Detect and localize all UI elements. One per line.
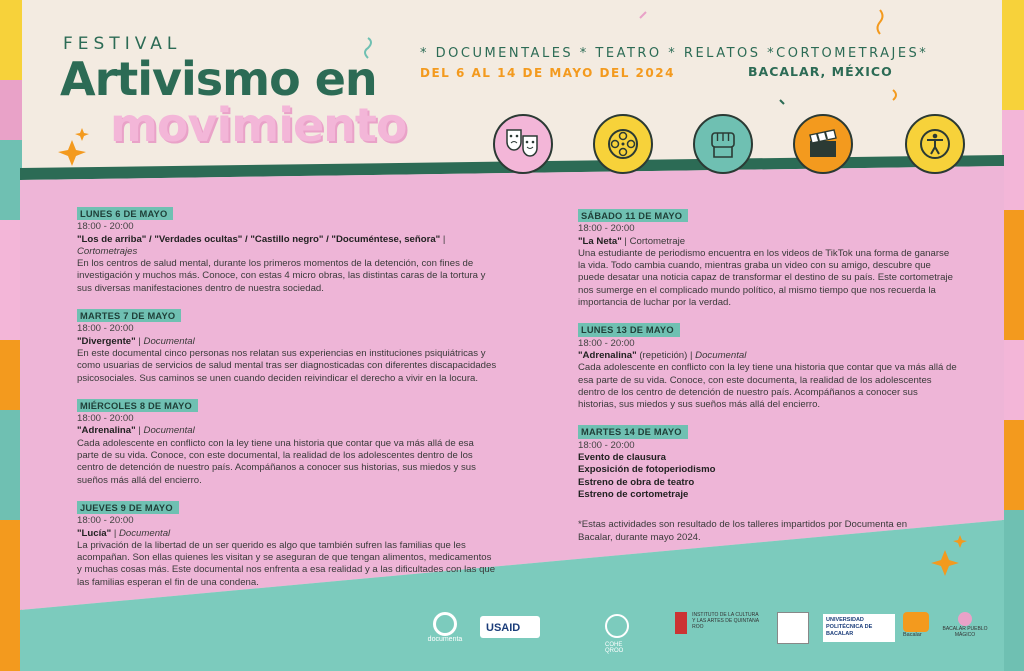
event-monday-13 bbox=[578, 323, 958, 411]
event-separator: | bbox=[111, 527, 119, 539]
film-reel-icon bbox=[593, 114, 653, 174]
clapperboard-icon bbox=[793, 114, 853, 174]
closing-item: Exposición de fotoperiodismo bbox=[578, 464, 716, 476]
bacalar-logo: Bacalar bbox=[903, 612, 933, 646]
event-category: Documental bbox=[118, 527, 171, 539]
cohe-logo: COHE QROO bbox=[605, 614, 645, 644]
event-saturday-11 bbox=[578, 209, 958, 309]
event-tuesday-7 bbox=[77, 309, 497, 385]
event-separator: | bbox=[440, 233, 446, 245]
event-title: "La Neta" bbox=[578, 235, 622, 247]
event-category: Documental bbox=[143, 425, 195, 437]
event-title: "Los de arriba" / "Verdades ocultas" / "Castillo negro" / "Documéntese, señora" bbox=[77, 233, 441, 245]
event-title: "Adrenalina" bbox=[578, 349, 637, 361]
theater-masks-icon bbox=[493, 114, 553, 174]
closing-item: Estreno de cortometraje bbox=[578, 488, 689, 500]
event-wednesday-8 bbox=[77, 399, 497, 487]
title-line-1: Artivismo en bbox=[60, 52, 377, 106]
festival-dates: DEL 6 AL 14 DE MAYO DEL 2024 bbox=[420, 66, 675, 80]
festival-label: FESTIVAL bbox=[63, 34, 182, 54]
event-time: 18:00 - 20:00 bbox=[578, 337, 635, 349]
day-tag: MARTES 14 DE MAYO bbox=[578, 425, 688, 438]
event-category: Cortometrajes bbox=[77, 245, 138, 257]
event-description: En este documental cinco personas nos relatan sus experiencias en instituciones psiquiátricas y como usuarias de servicios de salud mental tras ser diagnosticadas con diferentes discapacidades psicosociales. Sus caminos se unen cuando deciden reivindicar el derecho a vivir en la locura. bbox=[77, 347, 497, 384]
event-title: "Adrenalina" bbox=[77, 425, 136, 437]
title-line-2: movimiento bbox=[110, 98, 407, 152]
seal-logo bbox=[777, 612, 809, 644]
footnote: *Estas actividades son resultado de los talleres impartidos por Documenta en Bacalar, durante mayo 2024. bbox=[578, 519, 908, 543]
event-category: Cortometraje bbox=[629, 235, 686, 247]
closing-item: Estreno de obra de teatro bbox=[578, 476, 695, 488]
tagline: * DOCUMENTALES * TEATRO * RELATOS *CORTOMETRAJES* bbox=[420, 46, 929, 61]
event-description: Una estudiante de periodismo encuentra en los videos de TikTok una forma de ganarse la vida. Todo cambia cuando, mientras graba un video con su amigo, descubre que puede desatar una noticia capaz de transformar el destino de su país. Este cortometraje nos sumerge en el complicado mundo político, al mismo tiempo que nos recuerda la importancia de luchar por la verdad. bbox=[578, 247, 953, 309]
event-separator: | bbox=[135, 335, 144, 347]
event-time: 18:00 - 20:00 bbox=[77, 323, 134, 335]
sponsor-logos bbox=[425, 612, 995, 662]
day-tag: LUNES 6 DE MAYO bbox=[77, 207, 173, 220]
day-tag: SÁBADO 11 DE MAYO bbox=[578, 209, 688, 222]
usaid-logo: USAID bbox=[480, 616, 540, 638]
event-separator: | bbox=[621, 235, 630, 247]
event-time: 18:00 - 20:00 bbox=[77, 515, 134, 527]
day-tag: JUEVES 9 DE MAYO bbox=[77, 501, 179, 514]
day-tag: MIÉRCOLES 8 DE MAYO bbox=[77, 399, 198, 412]
day-tag: LUNES 13 DE MAYO bbox=[578, 323, 680, 336]
event-time: 18:00 - 20:00 bbox=[77, 413, 134, 425]
event-category: Documental bbox=[695, 349, 747, 361]
event-thursday-9 bbox=[77, 501, 497, 589]
closing-item: Evento de clausura bbox=[578, 452, 666, 464]
event-category: Documental bbox=[143, 335, 195, 347]
event-time: 18:00 - 20:00 bbox=[77, 221, 134, 233]
event-separator: | bbox=[135, 425, 144, 437]
universidad-logo: UNIVERSIDAD POLITÉCNICA DE BACALAR bbox=[823, 614, 895, 642]
festival-place: BACALAR, MÉXICO bbox=[748, 64, 893, 79]
instituto-logo: INSTITUTO DE LA CULTURA Y LAS ARTES DE QUINTANA ROO bbox=[675, 612, 765, 644]
event-description: La privación de la libertad de un ser querido es algo que también sufren las familias que les acompañan. Son ellas quienes les visitan y se aseguran de que tengan alimentos, medicamentos y muchas cosas más. Este documental nos enfrenta a esa realidad y a las dificultades con las que las familias esperan el fin de una condena. bbox=[77, 539, 496, 588]
event-time: 18:00 - 20:00 bbox=[578, 223, 635, 235]
documenta-logo: documenta bbox=[425, 612, 465, 643]
event-tuesday-14 bbox=[578, 425, 958, 501]
schedule-right bbox=[578, 209, 958, 544]
event-description: Cada adolescente en conflicto con la ley tiene una historia que contar que va más allá de esa parte de su vida. Conoce, con este documenta, la realidad de los adolescentes dentro de los centro de detención de nuestro país. Acompáñanos a conocer sus historias, sus miedos y sus sueños más allá del encierro. bbox=[578, 362, 957, 411]
bacalar-pueblo-magico-logo: BACALAR PUEBLO MÁGICO bbox=[940, 612, 990, 646]
accessibility-icon bbox=[905, 114, 965, 174]
event-title: "Divergente" bbox=[77, 335, 136, 347]
event-description: En los centros de salud mental, durante los primeros momentos de la detención, con fines de investigación y muchos más. Conoce, con estas 4 micro obras, las distintas caras de la tortura y sus diversas manifestaciones dentro de nuestra sociedad. bbox=[77, 258, 486, 294]
schedule-left bbox=[77, 207, 497, 589]
event-monday-6 bbox=[77, 207, 497, 295]
day-tag: MARTES 7 DE MAYO bbox=[77, 309, 181, 322]
event-separator: (repetición) | bbox=[636, 349, 696, 361]
event-time: 18:00 - 20:00 bbox=[578, 439, 635, 451]
event-title: "Lucía" bbox=[77, 527, 112, 539]
raised-fist-icon bbox=[693, 114, 753, 174]
event-description: Cada adolescente en conflicto con la ley tiene una historia que contar que va más allá de esa parte de su vida. Conoce, con este documental, la realidad de los adolescentes dentro de los centro de detención de nuestro país. Acompáñanos a conocer sus historias, sus miedos y sus sueños más allá del encierro. bbox=[77, 437, 476, 486]
